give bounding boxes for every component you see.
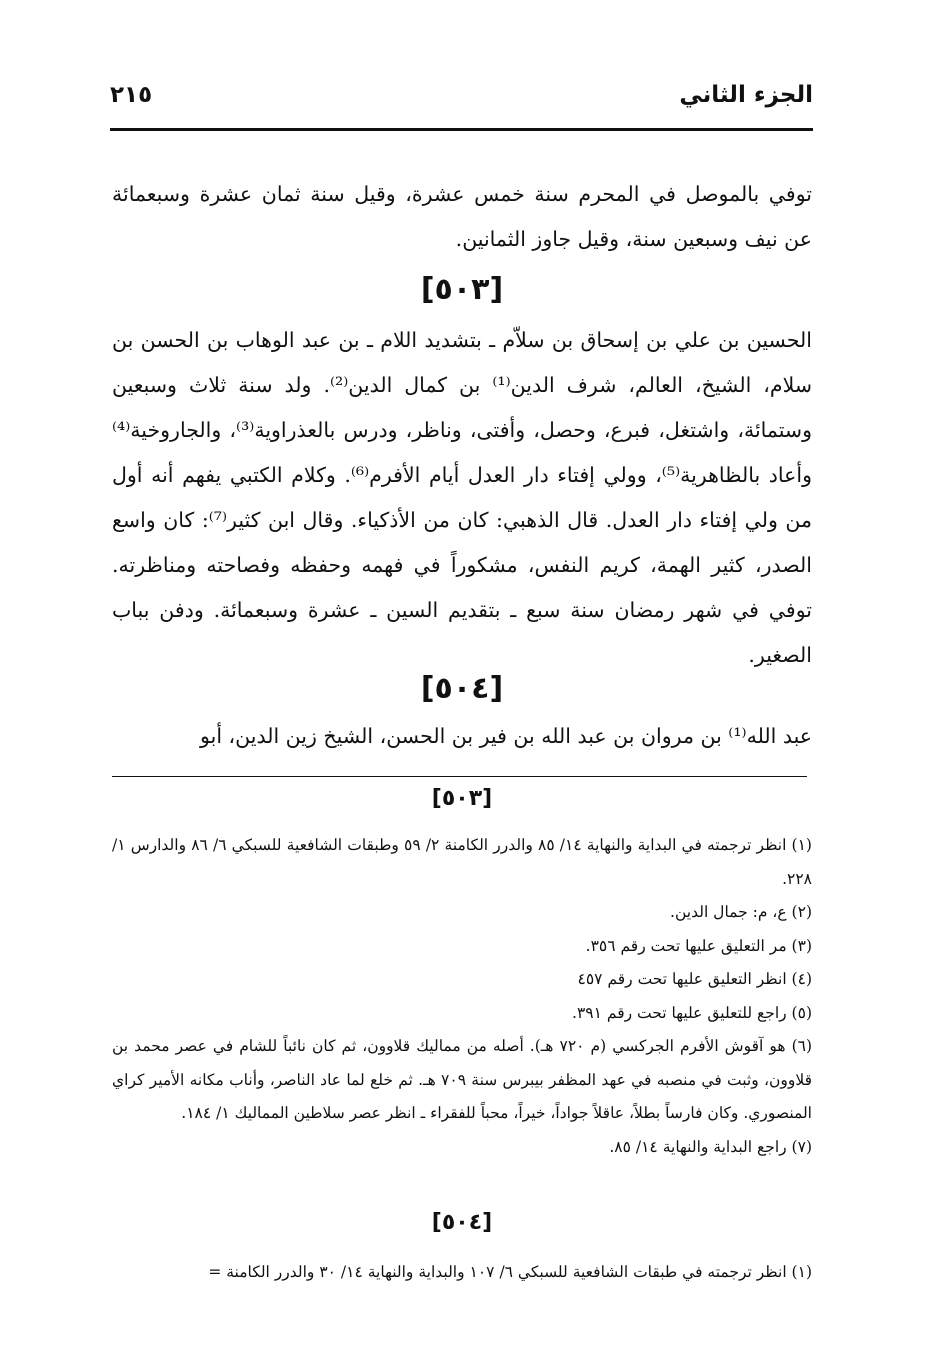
entry-number-504: [٥٠٤]: [420, 671, 504, 706]
intro-paragraph: توفي بالموصل في المحرم سنة خمس عشرة، وقيل سنة ثمان عشرة وسبعمائة عن نيف وسبعين سنة، وقيل جاوز الثمانين.: [112, 182, 812, 251]
footnote-heading-504: [٥٠٤]: [431, 1210, 493, 1235]
footnote-item: (٥) راجع للتعليق عليها تحت رقم ٣٩١.: [572, 1003, 812, 1022]
footnote-item: (٧) راجع البداية والنهاية ١٤/ ٨٥.: [609, 1137, 812, 1156]
page-header: [110, 82, 813, 122]
entry-text-504: عبد الله⁽¹⁾ بن مروان بن عبد الله بن فير بن الحسن، الشيخ زين الدين، أبو: [200, 724, 812, 748]
footnote-item: (٤) انظر التعليق عليها تحت رقم ٤٥٧: [577, 970, 812, 988]
footnote-item-504: (١) انظر ترجمته في طبقات الشافعية للسبكي ٦/ ١٠٧ والبداية والنهاية ١٤/ ٣٠ والدرر الكامنة =: [208, 1263, 812, 1281]
footnote-item: (٦) هو آقوش الأفرم الجركسي (م ٧٢٠ هـ). أصله من مماليك قلاوون، ثم كان نائباً للشام في عصر محمد بن قلاوون، وثبت في منصبه في عهد المظفر بيبرس سنة ٧٠٩ هـ. ثم خلع لما عاد الناصر، وأناب مكانه الأمير كراي المنصوري. وكان فارساً بطلاً، عاقلاً جواداً، خيراً، محباً للفقراء ـ انظر عصر سلاطين المماليك ١/ ١٨٤.: [112, 1037, 813, 1122]
header-rule: [110, 128, 813, 131]
footnote-item: (١) انظر ترجمته في البداية والنهاية ١٤/ ٨٥ والدرر الكامنة ٢/ ٥٩ وطبقات الشافعية للسبكي ٦/ ٨٦ والدارس ١/ ٢٢٨.: [112, 836, 812, 888]
footnote-separator: [112, 776, 807, 777]
footnote-item: (٢) ع، م: جمال الدين.: [670, 903, 812, 921]
footnotes-503: [112, 829, 812, 1164]
footnote-heading-503: [٥٠٣]: [431, 786, 493, 811]
entry-text-503: الحسين بن علي بن إسحاق بن سلاّم ـ بتشديد اللام ـ بن عبد الوهاب بن الحسن بن سلام، الشيخ، العالم، شرف الدين⁽¹⁾ بن كمال الدين⁽²⁾. ولد سنة ثلاث وسبعين وستمائة، واشتغل، فبرع، وحصل، وأفتى، وناظر، ودرس بالعذراوية⁽³⁾، والجاروخية⁽⁴⁾ وأعاد بالظاهرية⁽⁵⁾، وولي إفتاء دار العدل أيام الأفرم⁽⁶⁾. وكلام الكتبي يفهم أنه أول من ولي إفتاء دار العدل. قال الذهبي: كان من الأذكياء. وقال ابن كثير⁽⁷⁾: كان واسع الصدر، كثير الهمة، كريم النفس، مشكوراً في فهمه وحفظه وفصاحته ومناظرته. توفي في شهر رمضان سنة سبع ـ بتقديم السين ـ عشرة وسبعمائة. ودفن بباب الصغير.: [112, 328, 813, 667]
footnote-item: (٣) مر التعليق عليها تحت رقم ٣٥٦.: [585, 936, 812, 955]
entry-number-503: [٥٠٣]: [420, 272, 504, 307]
running-head: الجزء الثاني: [679, 82, 813, 108]
page-number: ٢١٥: [110, 82, 153, 108]
